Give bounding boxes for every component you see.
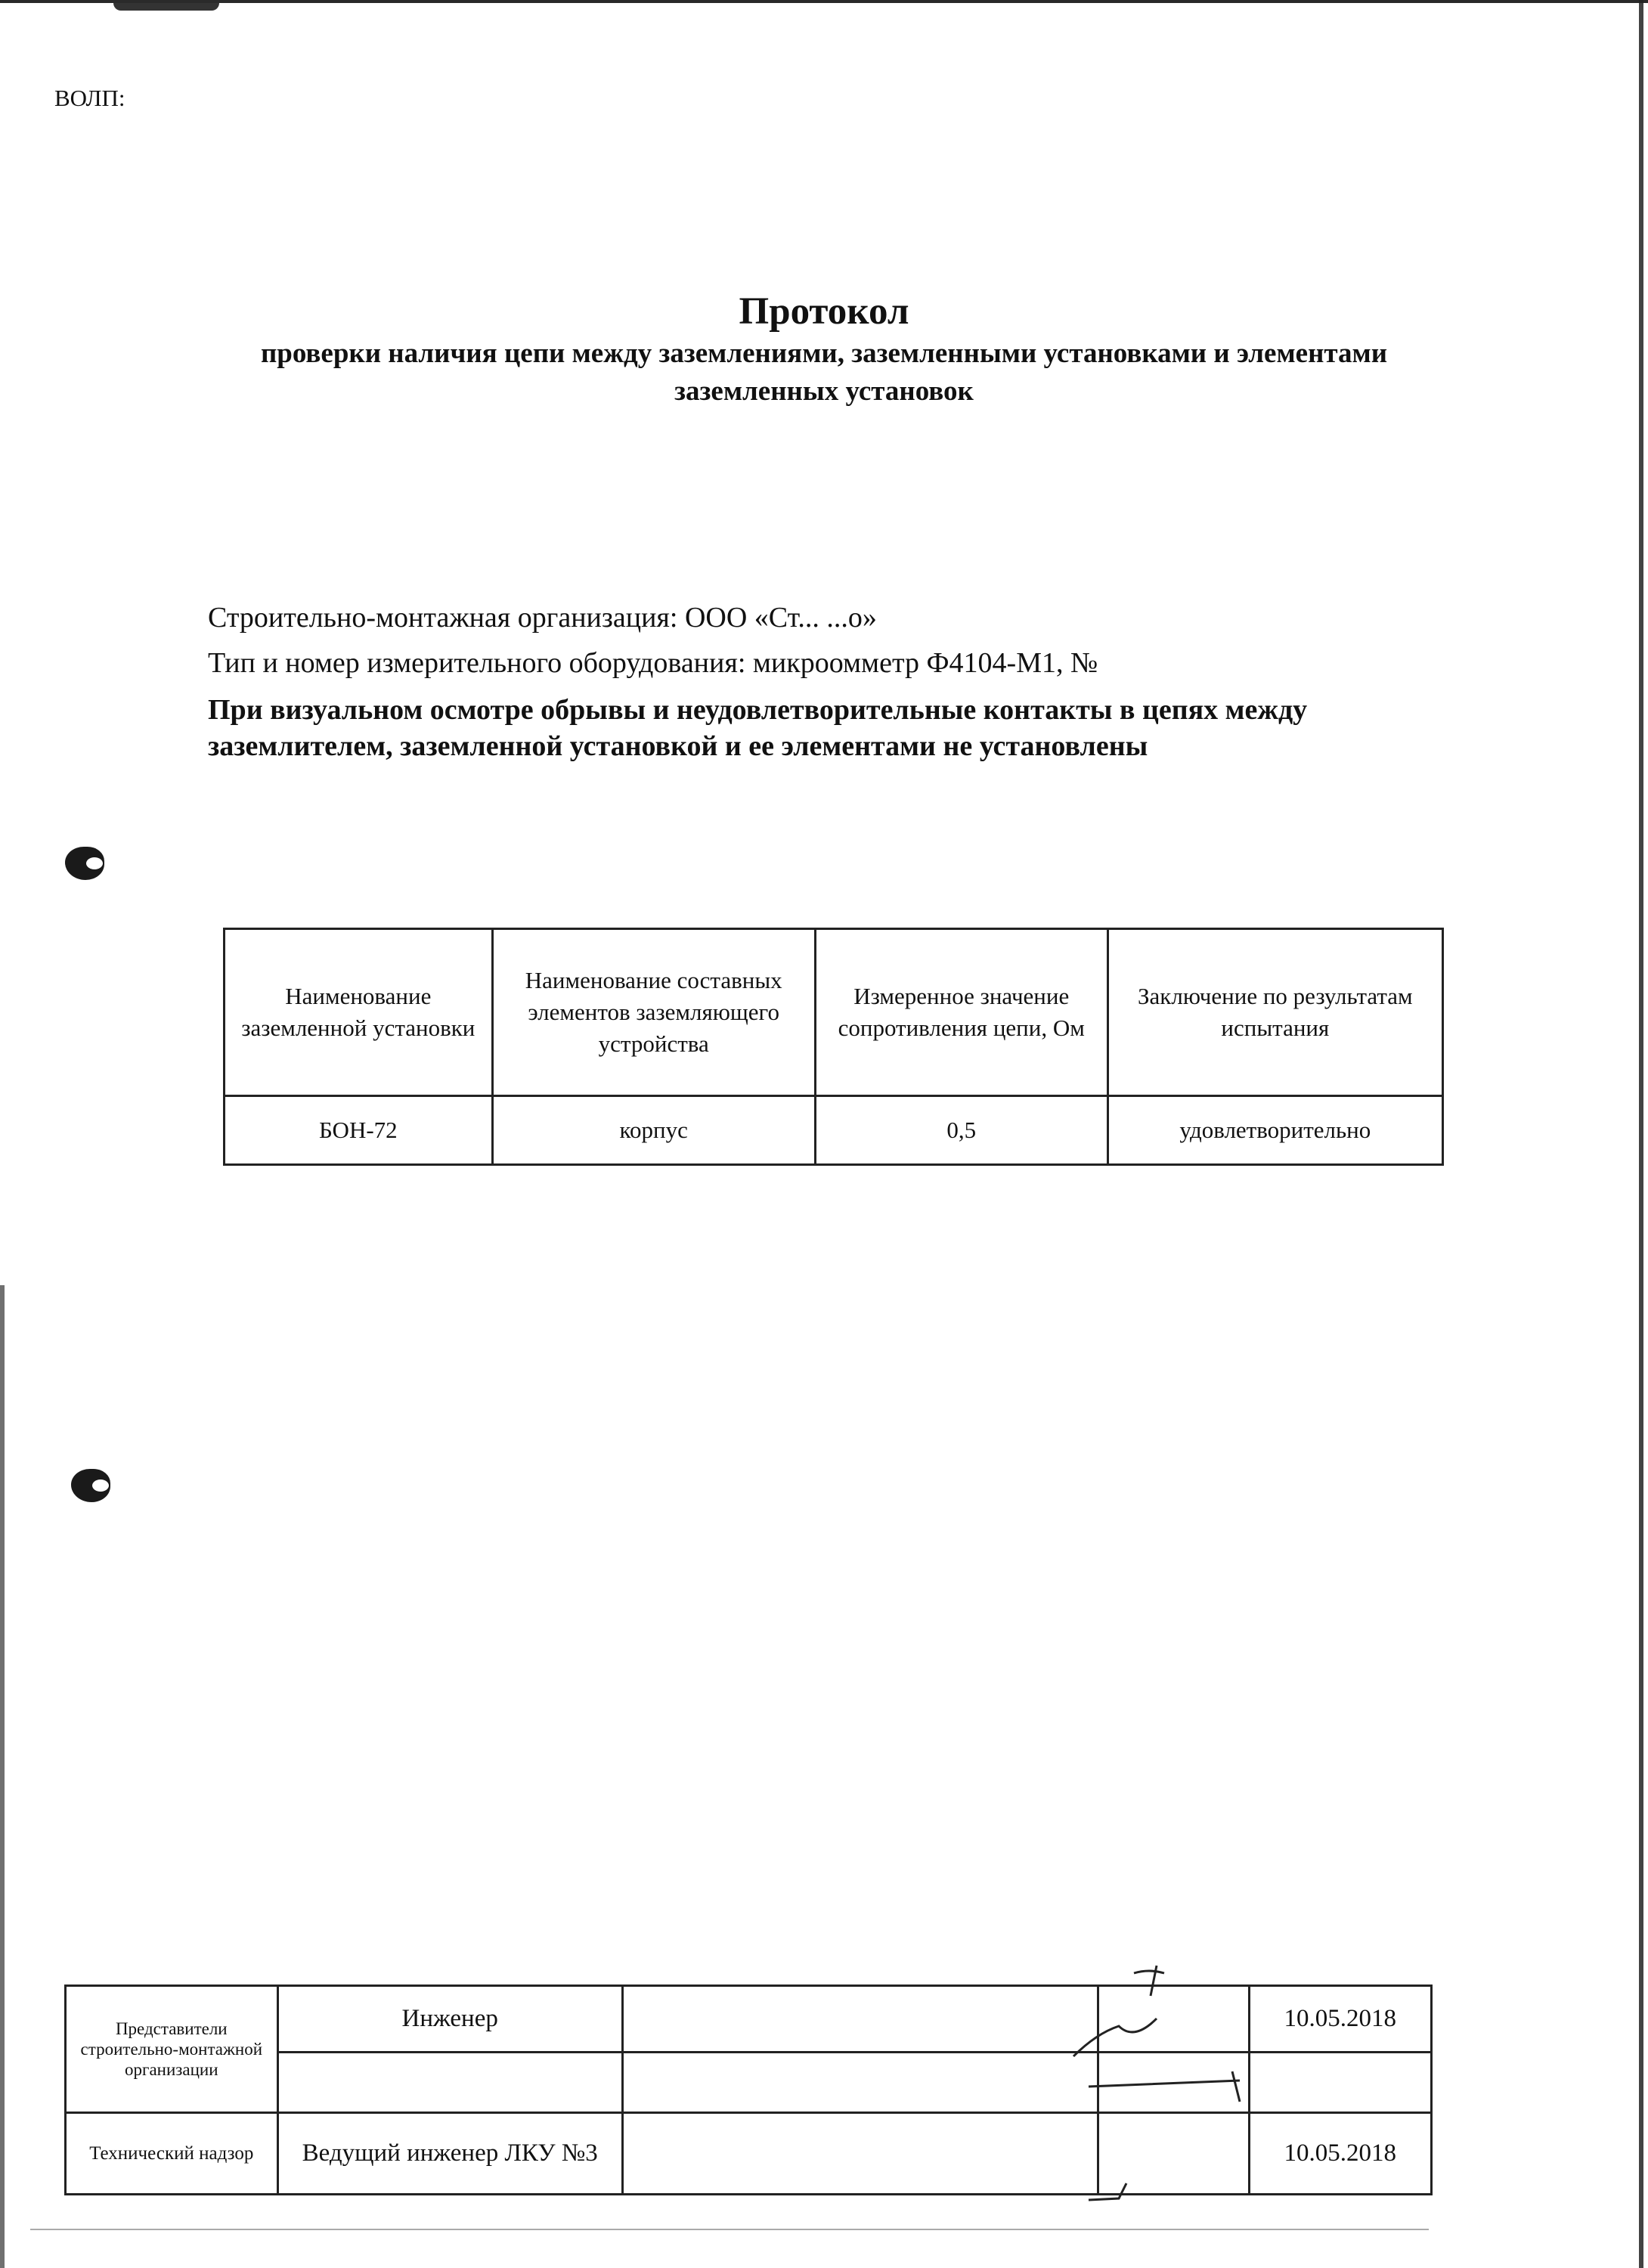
organization-line: Строительно-монтажная организация: ООО «Ст... ...о» bbox=[208, 602, 877, 634]
rep-signature-empty bbox=[622, 2053, 1098, 2113]
cell-resistance: 0,5 bbox=[815, 1096, 1107, 1165]
scan-bottom-edge bbox=[30, 2229, 1429, 2230]
scan-right-edge bbox=[1639, 0, 1643, 2268]
supervision-label: Технический надзор bbox=[66, 2113, 278, 2195]
header-installation: Наименование заземленной установки bbox=[225, 929, 493, 1096]
cell-elements: корпус bbox=[492, 1096, 815, 1165]
rep-position: Инженер bbox=[277, 1986, 622, 2053]
cell-conclusion: удовлетворительно bbox=[1107, 1096, 1442, 1165]
header-conclusion: Заключение по результатам испытания bbox=[1107, 929, 1442, 1096]
supervision-position: Ведущий инженер ЛКУ №3 bbox=[277, 2113, 622, 2195]
header-resistance: Измеренное значение сопротивления цепи, Ом bbox=[815, 929, 1107, 1096]
rep-label: Представители строительно-монтажной организации bbox=[66, 1986, 278, 2113]
page-subtitle: проверки наличия цепи между заземлениями, заземленными установками и элементами заземленных установок bbox=[260, 338, 1388, 407]
results-table bbox=[223, 928, 1444, 1166]
header-elements: Наименование составных элементов заземляющего устройства bbox=[492, 929, 815, 1096]
supervision-date: 10.05.2018 bbox=[1249, 2113, 1431, 2195]
scan-left-edge bbox=[0, 1285, 5, 2268]
supervision-signature-cell bbox=[622, 2113, 1098, 2195]
table-row bbox=[225, 1096, 1443, 1165]
volp-label: ВОЛП: bbox=[54, 85, 125, 111]
table-header-row bbox=[225, 929, 1443, 1096]
page-title: Протокол bbox=[739, 290, 909, 333]
equipment-line: Тип и номер измерительного оборудования: микроомметр Ф4104-М1, № bbox=[208, 647, 1098, 679]
rep-date: 10.05.2018 bbox=[1249, 1986, 1431, 2053]
rep-date-empty bbox=[1249, 2053, 1431, 2113]
visual-check-note: При визуальном осмотре обрывы и неудовлетворительные контакты в цепях между заземлителем, заземленной установкой и ее элементами не установлены bbox=[208, 694, 1308, 762]
signature-scribble bbox=[1043, 1950, 1270, 2208]
cell-installation: БОН-72 bbox=[225, 1096, 493, 1165]
rep-signature-cell bbox=[622, 1986, 1098, 2053]
scan-top-edge bbox=[0, 0, 1648, 20]
punch-hole-icon bbox=[71, 1469, 110, 1502]
rep-position-empty bbox=[277, 2053, 622, 2113]
punch-hole-icon bbox=[65, 847, 104, 880]
